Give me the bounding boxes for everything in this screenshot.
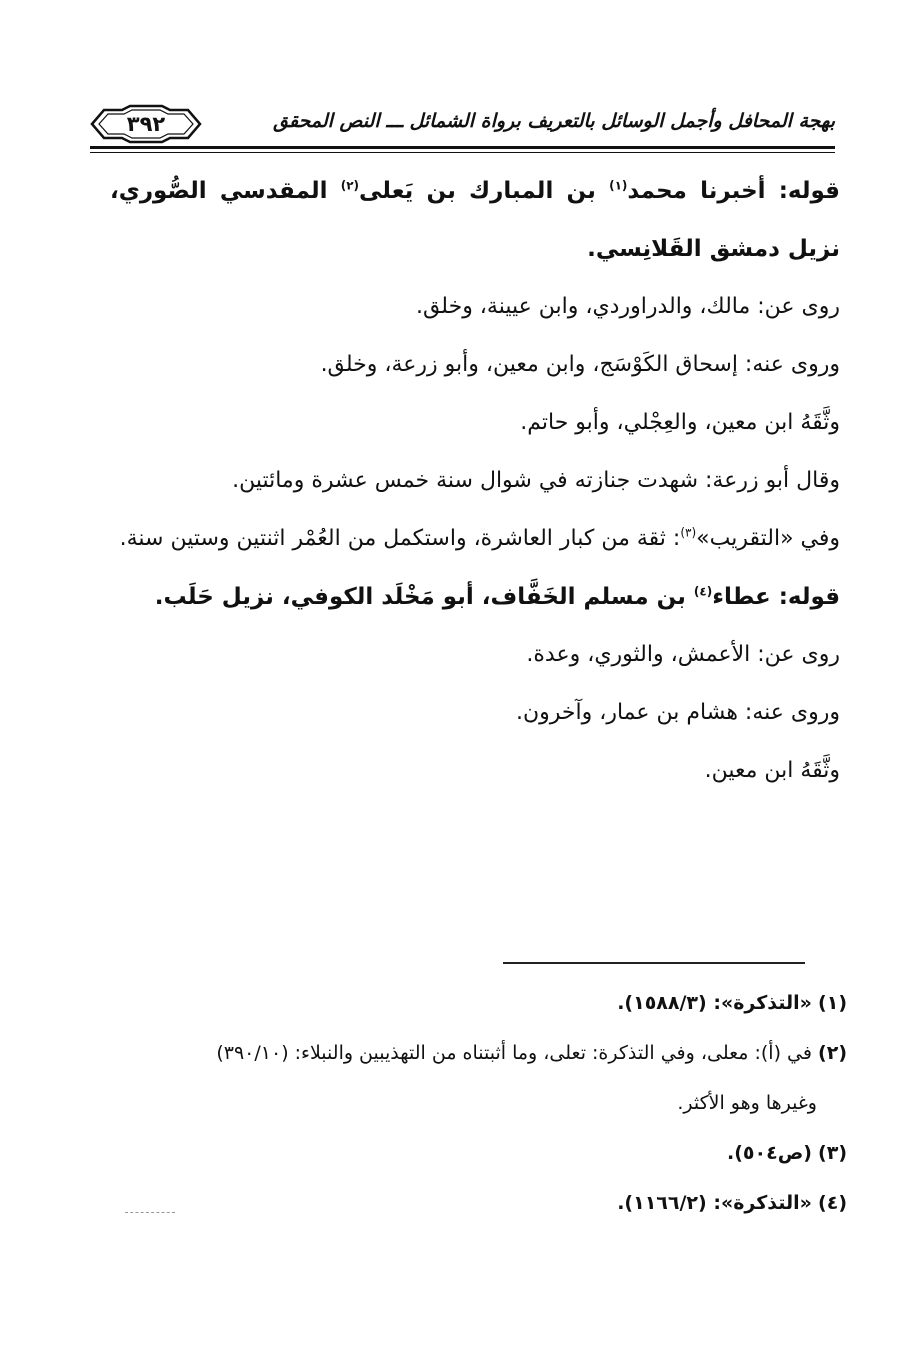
footnote-marker: (٣) bbox=[680, 525, 697, 540]
entry-heading bbox=[110, 162, 840, 278]
heading-text: بن مسلم الخَفَّاف، أبو مَخْلَد الكوفي، نزيل حَلَب. bbox=[154, 584, 694, 610]
paragraph: وروى عنه: هشام بن عمار، وآخرون. bbox=[516, 700, 840, 725]
footnote-text: «التذكرة»: (١٥٨٨/٣). bbox=[617, 992, 812, 1014]
footnote-number: (٣) bbox=[818, 1142, 847, 1164]
footnote-marker: (٢) bbox=[340, 178, 360, 193]
footnote-number: (٤) bbox=[818, 1192, 847, 1214]
scan-mark bbox=[125, 1212, 175, 1215]
paragraph: وثَّقَهُ ابن معين. bbox=[704, 758, 840, 783]
footnote-number: (٢) bbox=[818, 1042, 847, 1064]
heading-text: المقدسي الصُّوري، نزيل دمشق القَلانِسي. bbox=[110, 178, 840, 262]
entry-heading bbox=[110, 568, 840, 626]
footnote-4 bbox=[112, 1178, 847, 1228]
footnotes bbox=[112, 978, 847, 1228]
header-rule-thin bbox=[90, 152, 835, 153]
footnote-1 bbox=[112, 978, 847, 1028]
footnote-marker: (١) bbox=[609, 178, 628, 193]
footnote-marker: (٤) bbox=[693, 584, 713, 599]
footnote-text: وغيرها وهو الأكثر. bbox=[677, 1092, 817, 1114]
header-title: بهجة المحافل وأجمل الوسائل بالتعريف برواة الشمائل ـــ النص المحقق bbox=[273, 110, 835, 132]
paragraph: وقال أبو زرعة: شهدت جنازته في شوال سنة خمس عشرة ومائتين. bbox=[232, 468, 840, 493]
footnote-3 bbox=[112, 1128, 847, 1178]
paragraph: روى عن: مالك، والدراوردي، وابن عيينة، وخلق. bbox=[415, 294, 840, 319]
paragraph: روى عن: الأعمش، والثوري، وعدة. bbox=[526, 642, 840, 667]
footnote-text: في (أ): معلى، وفي التذكرة: تعلى، وما أثبتناه من التهذيبين والنبلاء: (٣٩٠/١٠) bbox=[216, 1042, 812, 1064]
footnote-2 bbox=[112, 1028, 847, 1078]
footnote-number: (١) bbox=[818, 992, 847, 1014]
main-text bbox=[110, 162, 840, 800]
footnote-text: (ص٥٠٤). bbox=[727, 1142, 812, 1164]
footnote-text: «التذكرة»: (١١٦٦/٢). bbox=[617, 1192, 812, 1214]
running-header bbox=[90, 100, 835, 152]
paragraph-taqrib bbox=[110, 510, 840, 568]
footnote-separator bbox=[503, 962, 805, 964]
page-number: ٣٩٢ bbox=[126, 112, 166, 136]
paragraph-text: وفي «التقريب» bbox=[696, 526, 840, 551]
heading-text: بن المبارك بن يَعلى bbox=[359, 178, 610, 204]
paragraph: وثَّقَهُ ابن معين، والعِجْلي، وأبو حاتم. bbox=[520, 410, 840, 435]
paragraph: وروى عنه: إسحاق الكَوْسَج، وابن معين، وأبو زرعة، وخلق. bbox=[320, 352, 840, 377]
page-number-badge bbox=[90, 104, 202, 144]
paragraph-text: : ثقة من كبار العاشرة، واستكمل من العُمْر اثنتين وستين سنة. bbox=[119, 526, 681, 551]
heading-text: قوله: عطاء bbox=[712, 584, 840, 610]
heading-text: قوله: أخبرنا محمد bbox=[627, 178, 840, 204]
footnote-2-continued bbox=[112, 1078, 847, 1128]
header-rule bbox=[90, 146, 835, 149]
